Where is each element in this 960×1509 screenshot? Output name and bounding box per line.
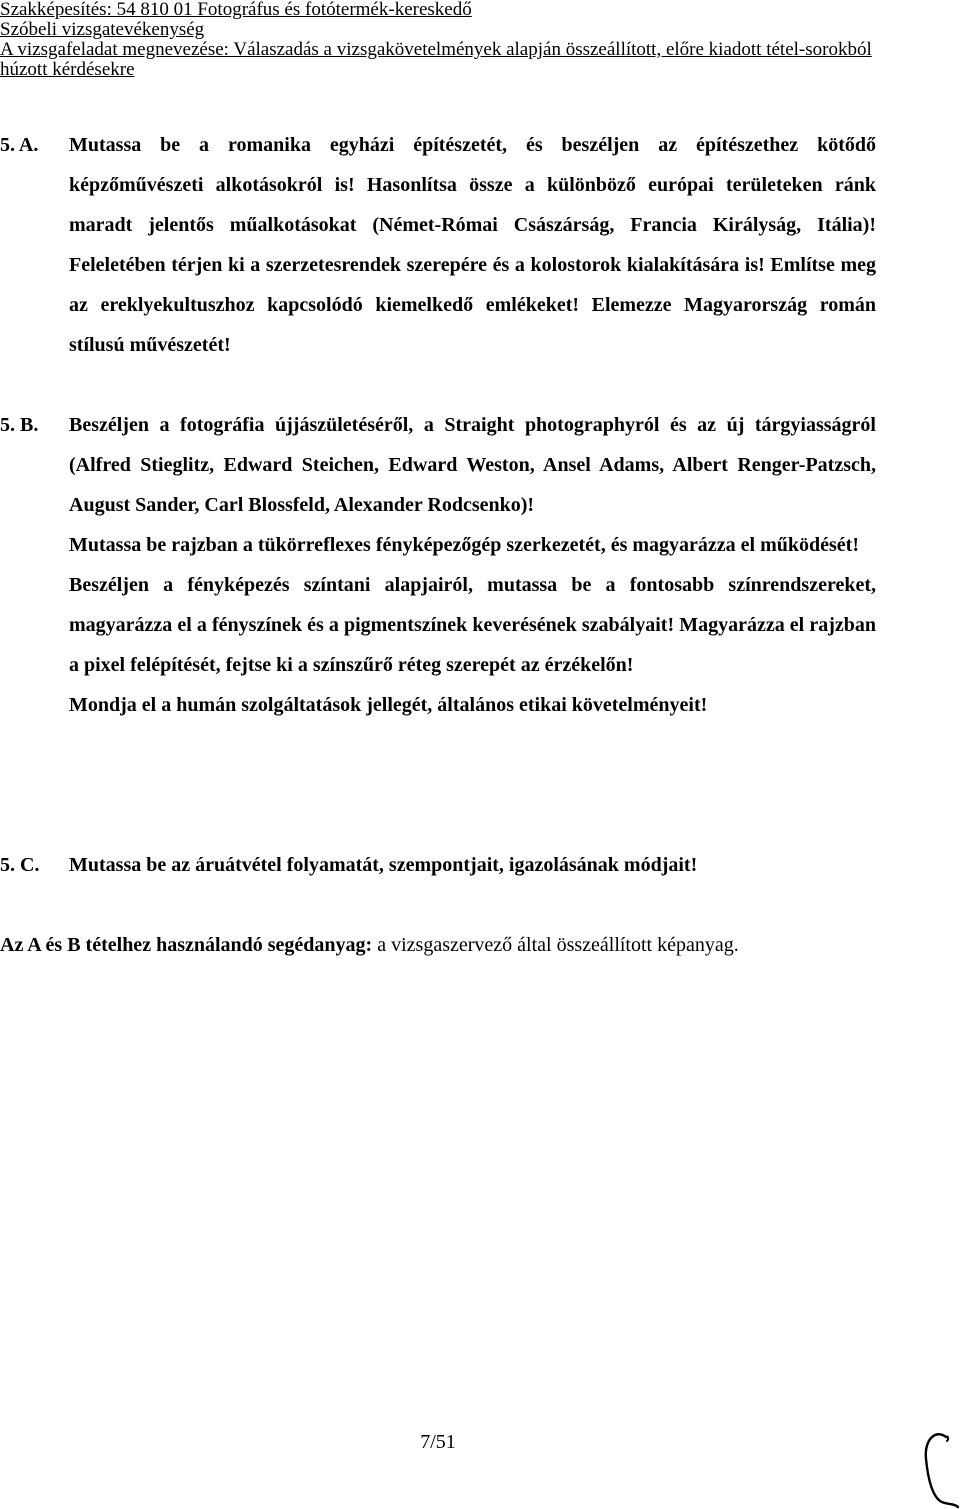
item-c-content <box>69 845 876 885</box>
header-task-name: A vizsgafeladat megnevezése: Válaszadás a vizsgakövetelmények alapján összeállított, előre kiadott tétel-sorokból húzott kérdésekre <box>0 39 872 80</box>
materials-note <box>0 925 739 965</box>
item-a-text: Mutassa be a romanika egyházi építészetét, és beszéljen az építészethez kötődő képzőművészeti alkotásokról is! Hasonlítsa össze a különböző európai területeken ránk maradt jelentős műalkotásokat (Német-Római Császárság, Francia Királyság, Itália)! Feleletében térjen ki a szerzetesrendek szerepére és a kolostorok kialakítására is! Említse meg az ereklyekultuszhoz kapcsolódó kiemelkedő emlékeket! Elemezze Magyarország román stílusú művészetét! <box>69 134 876 356</box>
page-number: 7/51 <box>420 1431 456 1453</box>
item-b-content <box>69 405 876 725</box>
item-b-paragraph-slr: Mutassa be rajzban a tükörreflexes fényképezőgép szerkezetét, és magyarázza el működését! <box>69 534 859 556</box>
item-c-text: Mutassa be az áruátvétel folyamatát, szempontjait, igazolásának módjait! <box>69 854 698 876</box>
document-header <box>0 0 900 80</box>
header-qualification: Szakképesítés: 54 810 01 Fotográfus és fotótermék-kereskedő <box>0 0 472 20</box>
materials-note-lead: Az A és B tételhez használandó segédanyag: <box>0 934 373 956</box>
item-a-content <box>69 125 876 365</box>
item-b-paragraph-color-theory: Beszéljen a fényképezés színtani alapjairól, mutassa be a fontosabb színrendszereket, magyarázza el a fényszínek és a pigmentszínek keverésének szabályait! Magyarázza el rajzban a pixel felépítését, fejtse ki a színszűrő réteg szerepét az érzékelőn! <box>69 574 876 676</box>
item-a-marker: 5. A. <box>0 134 39 156</box>
item-b-marker: 5. B. <box>0 414 39 436</box>
exam-item-a <box>0 125 876 365</box>
materials-note-text: a vizsgaszervező által összeállított képanyag. <box>372 934 739 956</box>
item-b-paragraph-ethics: Mondja el a humán szolgáltatások jellegét, általános etikai követelményeit! <box>69 694 708 716</box>
exam-item-c <box>0 845 876 885</box>
item-c-marker: 5. C. <box>0 854 40 876</box>
handwritten-signature <box>918 1425 960 1509</box>
header-exam-activity: Szóbeli vizsgatevékenység <box>0 19 205 40</box>
item-b-paragraph-photography: Beszéljen a fotográfia újjászületéséről, a Straight photographyról és az új tárgyiasságról (Alfred Stieglitz, Edward Steichen, Edward Weston, Ansel Adams, Albert Renger-Patzsch, August Sander, Carl Blossfeld, Alexander Rodcsenko)! <box>69 414 876 516</box>
exam-item-b <box>0 405 876 725</box>
